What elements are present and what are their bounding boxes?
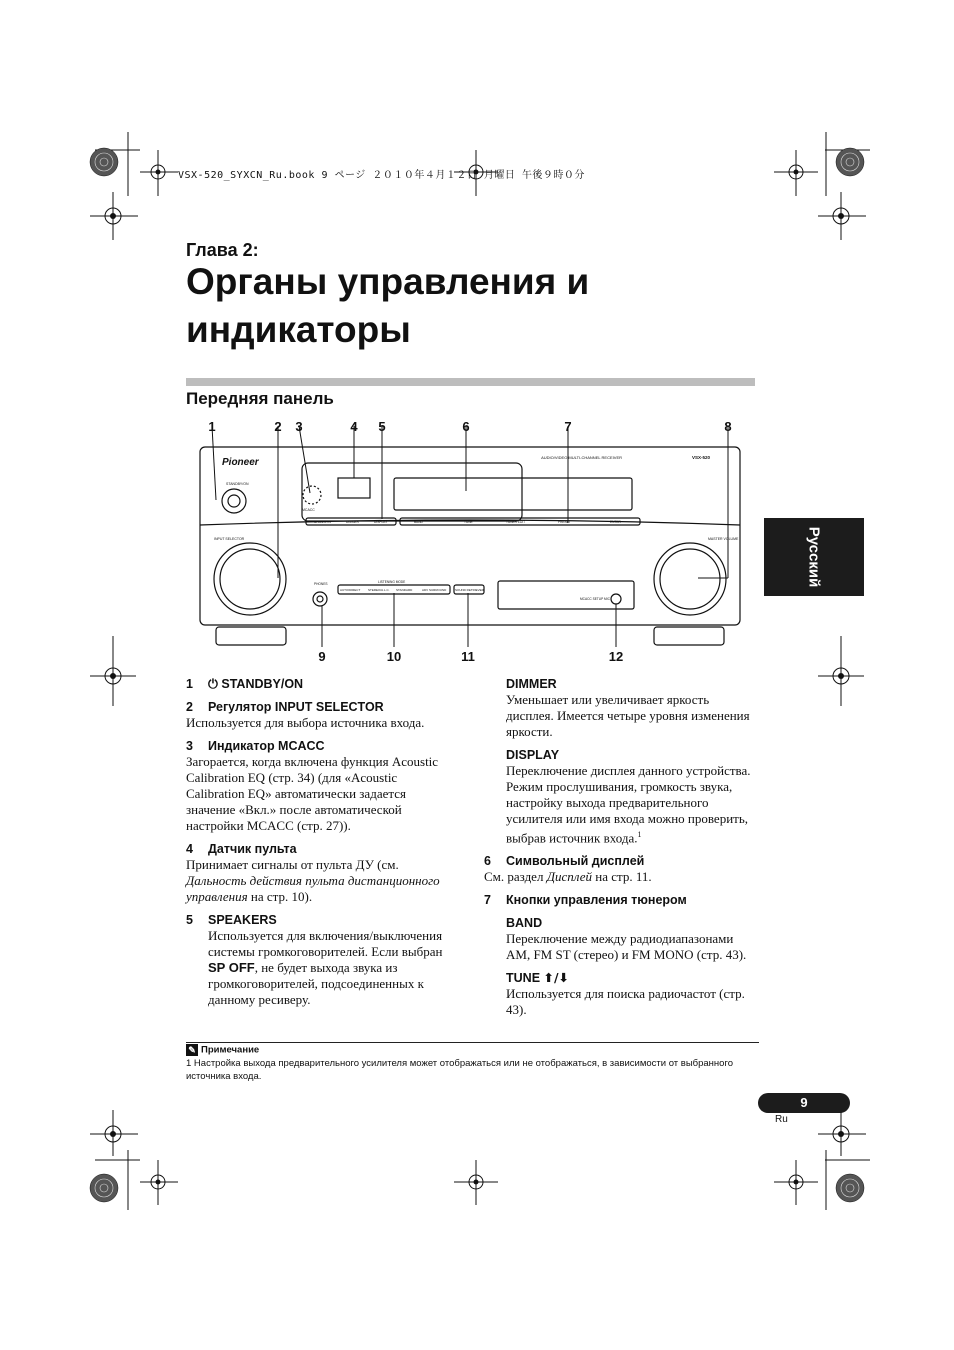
standard-label: STANDARD [396,588,413,592]
page-language: Ru [775,1114,788,1125]
tuner-edit-label: TUNER EDIT [506,520,526,524]
display-title: DISPLAY [506,748,560,762]
item-6-text: См. раздел [484,869,544,885]
item-4-title: Датчик пульта [208,842,297,856]
chapter-title: Органы управления и индикаторы [186,261,590,350]
standby-label: STANDBY/ON [226,482,249,486]
band-label: BAND [414,520,423,524]
front-panel-figure [186,415,756,665]
input-selector-label: INPUT SELECTOR [214,537,245,541]
dimmer-text: Уменьшает или увеличивает яркость дисплея. Имеется четыре уровня изменения яркости. [506,692,750,739]
tune-text: Используется для поиска радиочастот (стр. 43). [506,986,745,1018]
right-column [484,676,756,1018]
callout-6: 6 [462,419,470,434]
band-text: Переключение между радиодиапазонами AM, FM ST (стерео) и FM MONO (стр. 43). [506,931,747,963]
item-3-number: 3 [186,739,193,753]
item-5-text-end: , не будет выхода звука из громкоговорителей, подсоединенных к данному ресиверу. [208,960,424,1007]
master-volume-label: MASTER VOLUME [708,537,739,541]
sp-off-label: SP OFF [208,960,255,975]
display-label: DISPLAY [374,520,388,524]
note-text: 1 Настройка выхода предварительного усилителя может отображаться или не отображаться, в зависимости от выбранного источника входа. [186,1058,733,1082]
book-header: VSX-520_SYXCN_Ru.book 9 ページ ２０１０年４月１２日 月曜日 午後９時０分 [178,170,585,181]
mcacc-setup-mic-label: MCACC SETUP MIC [580,597,610,601]
callout-10: 10 [386,649,402,664]
chapter-label: Глава 2: [186,240,259,260]
item-5-text: Используется для включения/выключения системы громкоговорителей. Если выбран [208,928,443,959]
sound-retriever-label: SOUND RETRIEVER [455,588,484,592]
item-6-title: Символьный дисплей [506,854,645,869]
footnote-ref: 1 [637,830,642,839]
item-3-title: Индикатор MCACC [208,739,325,753]
stereo-alc-label: STEREO/A.L.C. [368,588,390,592]
item-4-text-end: на стр. 10). [250,889,313,904]
callout-8: 8 [724,419,732,434]
language-tab [764,518,864,596]
item-6-link: Дисплей [546,869,593,885]
callout-2: 2 [274,419,282,434]
note-heading [186,1044,259,1056]
section-title: Передняя панель [186,389,334,408]
callout-4: 4 [350,419,358,434]
standby-icon: ⏻ [208,676,218,691]
dimmer-title: DIMMER [506,677,557,691]
listening-mode-label: LISTENING MODE [378,580,406,584]
item-4-number: 4 [186,842,193,856]
brand-logo: Pioneer [222,457,259,468]
tune-arrows-icon: ⬆/⬇ [543,970,570,986]
item-1-number: 1 [186,677,193,691]
item-3-text: Загорается, когда включена функция Acoustic Calibration EQ (стр. 34) (для «Acoustic Calibration EQ» автоматически задается значение «Вкл.» после автоматической настройки MCACC (стр. 27)). [186,754,439,833]
callout-11: 11 [461,649,475,664]
dimmer-label: DIMMER [346,520,359,524]
speakers-label: SPEAKERS [314,520,332,524]
callout-9: 9 [318,649,326,664]
phones-label: PHONES [314,582,328,586]
callout-1: 1 [208,419,216,434]
auto-direct-label: AUTO/DIRECT [340,588,361,592]
callout-5: 5 [378,419,386,434]
left-column [186,676,458,1008]
preset-label: PRESET [558,520,571,524]
footnote-rule [186,1042,759,1043]
mcacc-label: MCACC [302,508,315,512]
callout-12: 12 [608,649,624,664]
enter-label: ENTER [610,520,621,524]
section-rule [186,378,755,386]
item-5-title: SPEAKERS [208,913,277,927]
item-2-title: Регулятор INPUT SELECTOR [208,700,384,714]
callout-3: 3 [295,419,303,434]
note-title: Примечание [201,1044,260,1056]
language-tab-label: Русский [805,526,823,588]
item-2-text: Используется для выбора источника входа. [186,715,425,730]
model-line: AUDIO/VIDEO MULTI-CHANNEL RECEIVER [541,455,622,460]
item-6-number: 6 [484,854,491,869]
item-6-text-end: на стр. 11. [595,869,652,885]
pencil-icon: ✎ [186,1044,198,1056]
tune-title: TUNE [506,971,541,986]
display-text: Переключение дисплея данного устройства. Режим прослушивания, громкость звука, настройку выхода предварительного усилителя или имя входа можно проверить, выбрав источник входа. [506,763,751,846]
item-7-title: Кнопки управления тюнером [506,893,687,908]
adv-surround-label: ADV SURROUND [422,588,447,592]
model-name: VSX-520 [691,455,710,460]
item-1-title: STANDBY/ON [221,677,304,691]
tune-label: TUNE [464,520,473,524]
item-2-number: 2 [186,700,193,714]
item-4-text: Принимает сигналы от пульта ДУ (см. [186,857,399,872]
callout-7: 7 [564,419,572,434]
item-5-number: 5 [186,913,193,927]
item-7-number: 7 [484,893,491,908]
item-4-link: Дальность действия пульта дистанционного управления [186,873,440,904]
band-title: BAND [506,916,543,931]
page-number: 9 [758,1093,850,1113]
